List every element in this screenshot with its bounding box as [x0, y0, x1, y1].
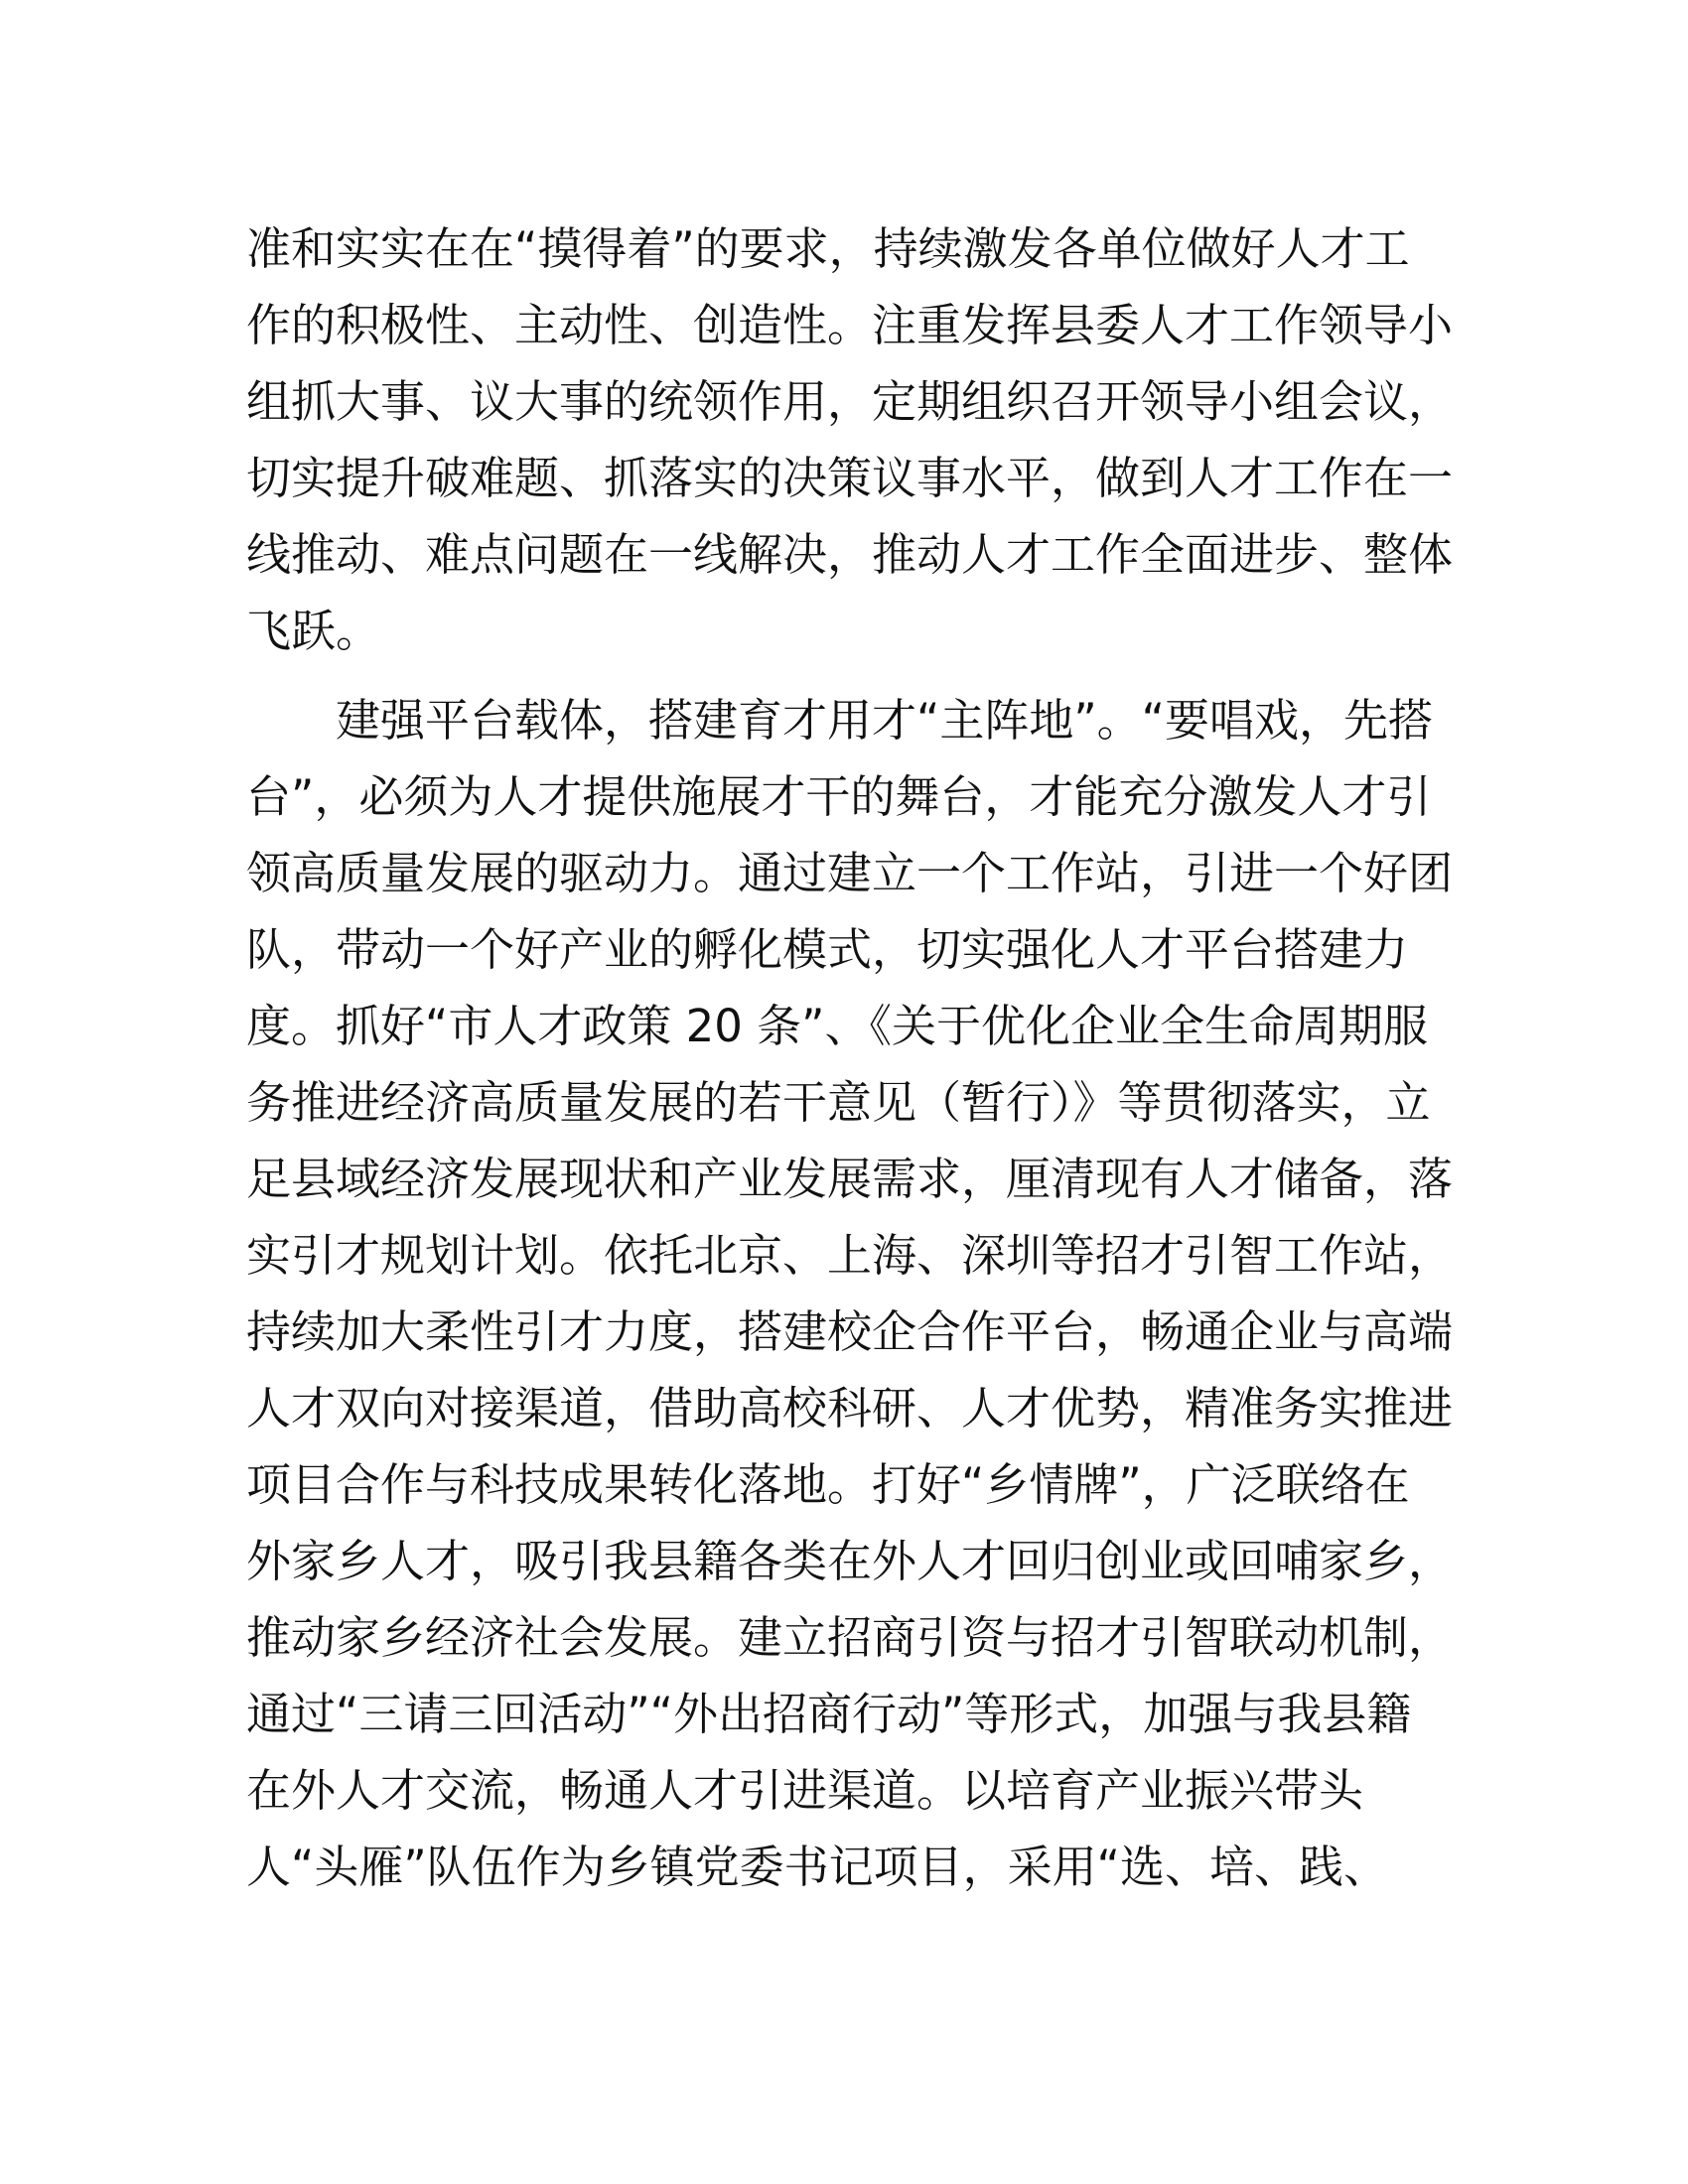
- text-line: 线推动、难点问题在一线解决，推动人才工作全面进步、整体: [246, 528, 1454, 581]
- text-line: 领高质量发展的驱动力。通过建立一个工作站，引进一个好团: [246, 847, 1454, 899]
- text-line: 作的积极性、主动性、创造性。注重发挥县委人才工作领导小: [246, 299, 1454, 351]
- text-line: 项目合作与科技成果转化落地。打好“乡情牌”，广泛联络在: [246, 1458, 1410, 1511]
- text-line: 台”，必须为人才提供施展才干的舞台，才能充分激发人才引: [246, 770, 1432, 823]
- text-line: 推动家乡经济社会发展。建立招商引资与招才引智联动机制，: [246, 1611, 1454, 1664]
- text-line: 切实提升破难题、抓落实的决策议事水平，做到人才工作在一: [246, 452, 1454, 504]
- text-line: 人才双向对接渠道，借助高校科研、人才优势，精准务实推进: [246, 1382, 1454, 1434]
- text-line: 持续加大柔性引才力度，搭建校企合作平台，畅通企业与高端: [246, 1305, 1454, 1358]
- text-line: 实引才规划计划。依托北京、上海、深圳等招才引智工作站，: [246, 1229, 1454, 1282]
- text-line: 人“头雁”队伍作为乡镇党委书记项目，采用“选、培、践、: [246, 1841, 1388, 1893]
- text-line: 外家乡人才，吸引我县籍各类在外人才回归创业或回哺家乡，: [246, 1535, 1454, 1587]
- text-line: 队，带动一个好产业的孵化模式，切实强化人才平台搭建力: [246, 923, 1409, 976]
- text-line: 通过“三请三回活动”“外出招商行动”等形式，加强与我县籍: [246, 1688, 1412, 1740]
- text-line: 在外人才交流，畅通人才引进渠道。以培育产业振兴带头: [246, 1764, 1364, 1817]
- text-line: 务推进经济高质量发展的若干意见（暂行）》等贯彻落实，立: [246, 1076, 1431, 1129]
- text-line: 度。抓好“市人才政策 20 条”、《关于优化企业全生命周期服: [246, 1000, 1428, 1052]
- text-line: 足县域经济发展现状和产业发展需求，厘清现有人才储备，落: [246, 1153, 1454, 1205]
- text-line: 建强平台载体，搭建育才用才“主阵地”。“要唱戏，先搭: [336, 694, 1433, 747]
- text-line: 组抓大事、议大事的统领作用，定期组织召开领导小组会议，: [246, 375, 1454, 428]
- text-line: 飞跃。: [246, 605, 381, 657]
- text-line: 准和实实在在“摸得着”的要求，持续激发各单位做好人才工: [246, 222, 1410, 275]
